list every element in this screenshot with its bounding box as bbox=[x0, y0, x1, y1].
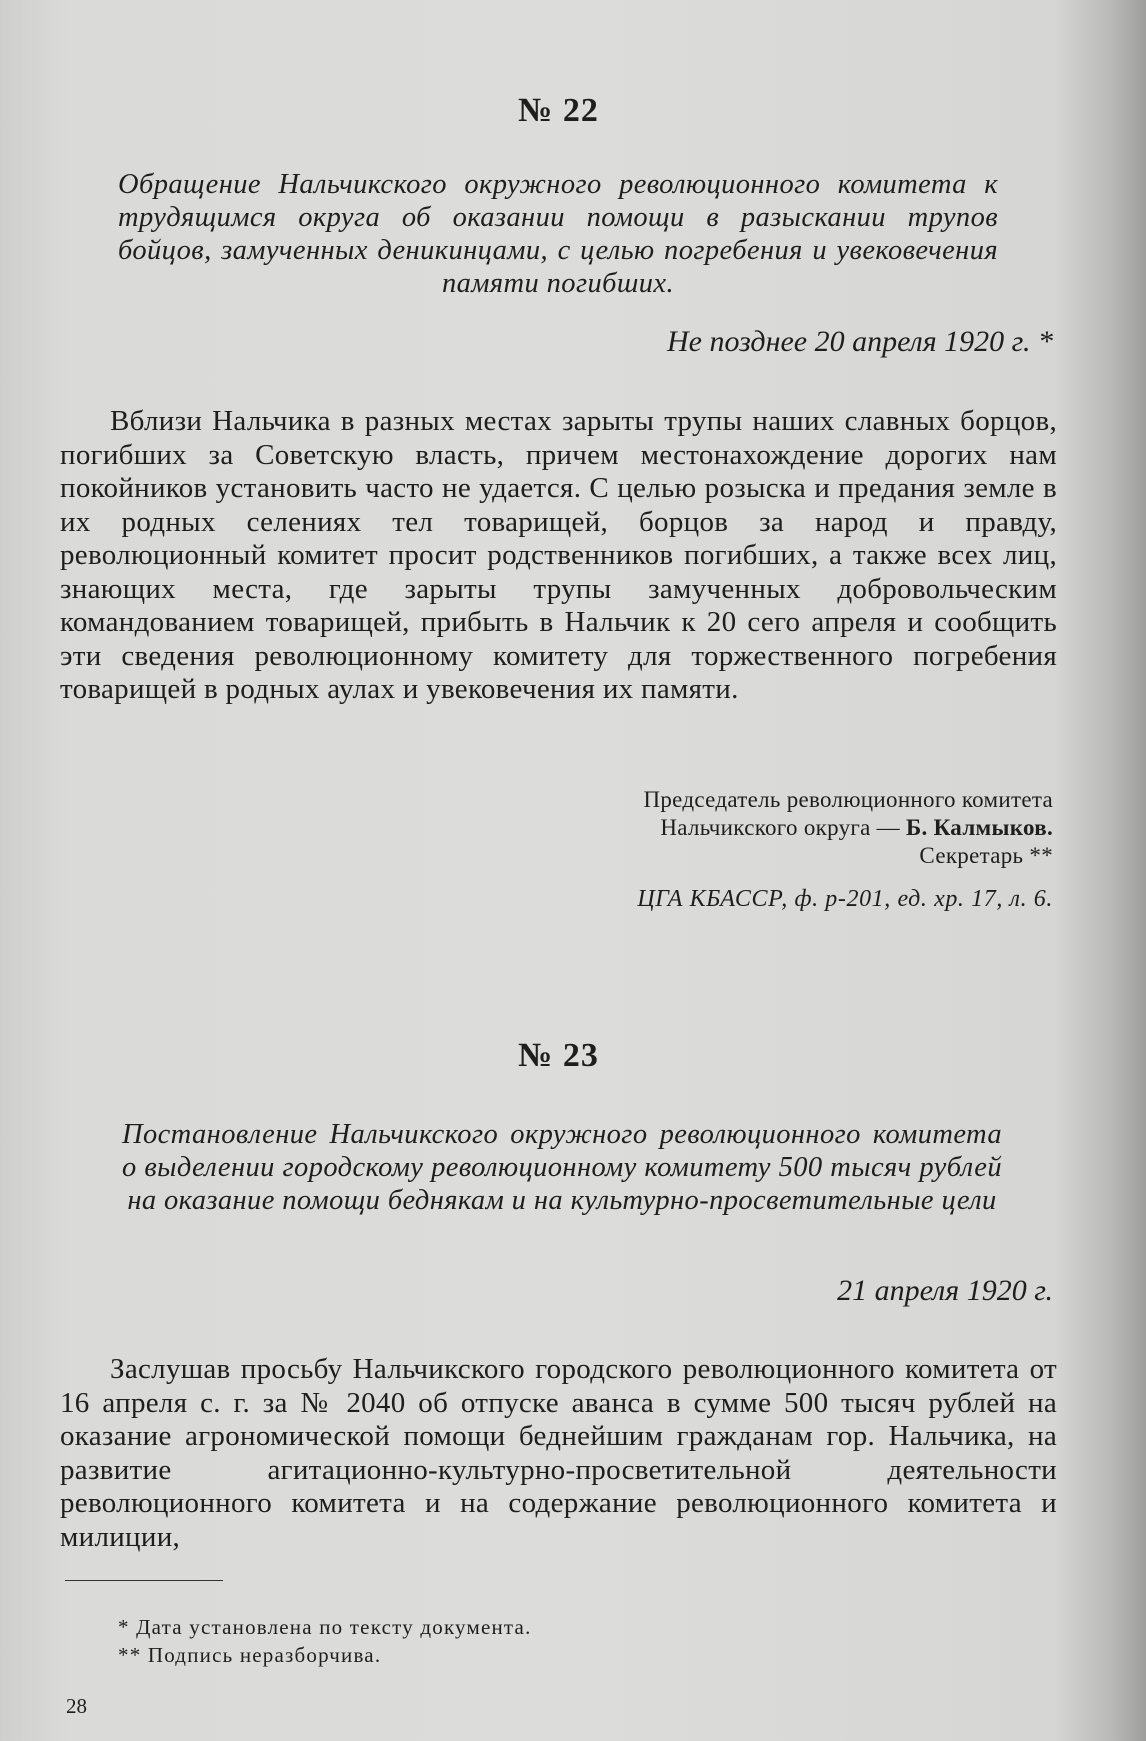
doc22-body: Вблизи Нальчика в разных местах зарыты трупы наших славных борцов, погибших за Советскую власть, причем местонахождение дорогих нам покойников установить часто не удается. С целью розыска и предания земле в их родных селениях тел товарищей, борцов за народ и правду, революционный комитет просит родственников погибших, а также всех лиц, знающих места, где зарыты трупы замученных добровольческим командованием товарищей, прибыть в Нальчик к 20 сего апреля и сообщить эти сведения революционному комитету для торжественного погребения товарищей в родных аулах и увековечения их памяти. bbox=[60, 405, 1057, 705]
signature-line3: Секретарь ** bbox=[919, 843, 1053, 868]
footnote-divider bbox=[65, 1580, 223, 1581]
doc23-title: Постановление Нальчикского окружного революционного комитета о выделении городскому революционному комитету 500 тысяч рублей на оказание помощи беднякам и на культурно-просветительные цели bbox=[122, 1119, 1002, 1216]
footnotes bbox=[118, 1613, 532, 1669]
footnote-2: ** Подпись неразборчива. bbox=[118, 1643, 382, 1667]
doc22-date: Не позднее 20 апреля 1920 г. * bbox=[667, 325, 1053, 358]
doc22-archive-reference: ЦГА КБАССР, ф. р-201, ед. хр. 17, л. 6. bbox=[637, 886, 1053, 912]
doc23-date: 21 апреля 1920 г. bbox=[837, 1274, 1053, 1307]
signature-position: Нальчикского округа — bbox=[660, 815, 907, 840]
doc23-number: № 23 bbox=[518, 1037, 599, 1074]
signature-line2 bbox=[60, 814, 1053, 842]
page-number: 28 bbox=[66, 1694, 87, 1718]
doc22-title: Обращение Нальчикского окружного революционного комитета к трудящимся округа об оказании помощи в разыскании трупов бойцов, замученных деникинцами, с целью погребения и увековечения памяти погибших. bbox=[118, 169, 998, 299]
doc22-signature bbox=[60, 786, 1053, 870]
signature-name: Б. Калмыков. bbox=[906, 815, 1053, 840]
footnote-1: * Дата установлена по тексту документа. bbox=[118, 1615, 532, 1639]
signature-line1: Председатель революционного комитета bbox=[643, 787, 1053, 812]
doc23-body: Заслушав просьбу Нальчикского городского революционного комитета от 16 апреля с. г. за № 2040 об отпуске аванса в сумме 500 тысяч рублей на оказание агрономической помощи беднейшим гражданам гор. Нальчика, на развитие агитационно-культурно-просветительной деятельности революционного комитета и на содержание революционного комитета и милиции, bbox=[60, 1353, 1057, 1553]
doc22-number: № 22 bbox=[518, 92, 599, 129]
